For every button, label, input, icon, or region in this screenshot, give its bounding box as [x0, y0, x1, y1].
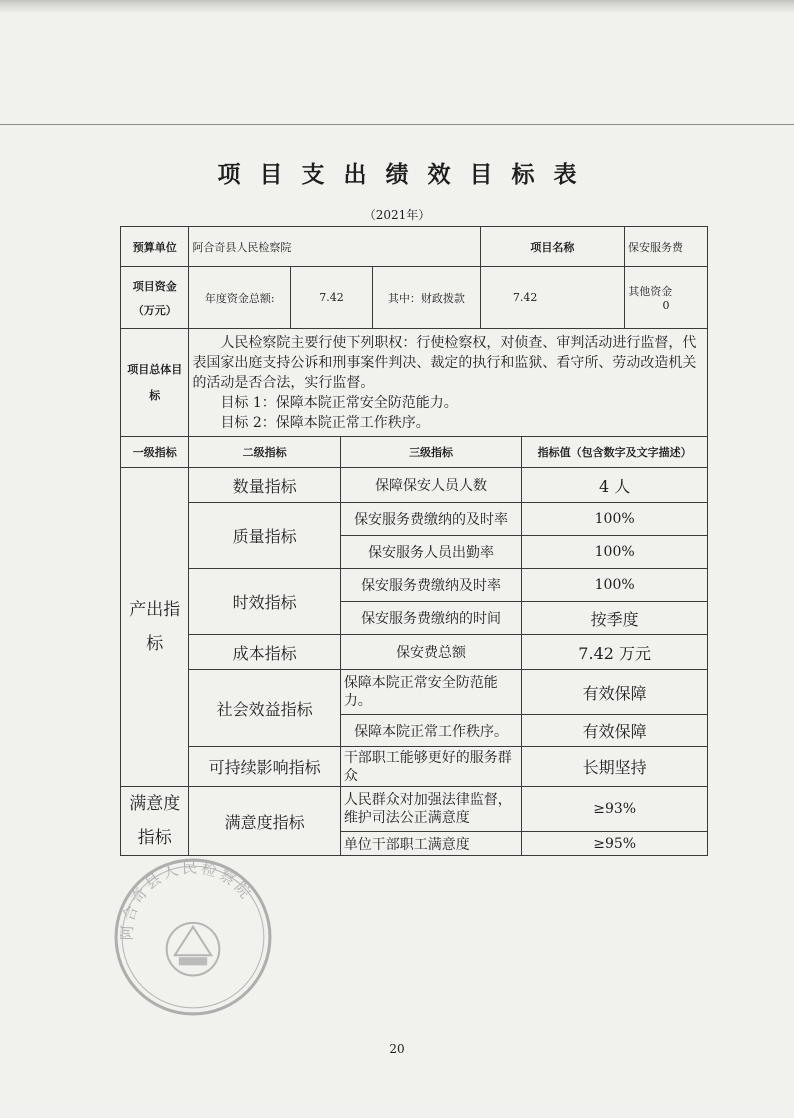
indicator-level3: 保安服务费缴纳的及时率 — [340, 503, 522, 536]
fiscal-label: 其中：财政拨款 — [372, 267, 480, 329]
header-row — [121, 227, 708, 267]
indicator-value: 100% — [522, 536, 708, 569]
project-name-value: 保安服务费 — [624, 227, 707, 267]
document-year: （2021年） — [363, 208, 431, 222]
indicator-level2: 数量指标 — [189, 468, 340, 503]
indicator-level3: 保安费总额 — [340, 635, 522, 670]
indicator-level3: 保障本院正常工作秩序。 — [340, 715, 522, 747]
indicator-value: 按季度 — [522, 602, 708, 635]
official-seal-stamp — [112, 856, 274, 1018]
indicator-value: ≥95% — [522, 832, 708, 856]
column-header-row — [121, 437, 708, 468]
indicator-value: 100% — [522, 503, 708, 536]
indicator-level2: 可持续影响指标 — [189, 747, 340, 787]
table-row — [121, 503, 708, 536]
indicator-value: 7.42 万元 — [522, 635, 708, 670]
level2-header: 二级指标 — [189, 437, 340, 468]
overall-goal-text: 人民检察院主要行使下列职权：行使检察权，对侦查、审判活动进行监督，代表国家出庭支持公诉和刑事案件判决、裁定的执行和监狱、看守所、劳动改造机关的活动是否合法，实行监督。 — [192, 334, 697, 391]
annual-total-value: 7.42 — [291, 267, 373, 329]
page-number: 20 — [389, 1042, 405, 1056]
table-row — [121, 747, 708, 787]
indicator-level3: 保安服务费缴纳的时间 — [340, 602, 522, 635]
other-funds-cell — [624, 267, 707, 329]
indicator-level2: 时效指标 — [189, 569, 340, 635]
budget-unit-label: 预算单位 — [121, 227, 189, 267]
table-row — [121, 635, 708, 670]
indicator-value: 长期坚持 — [522, 747, 708, 787]
indicator-level3: 保安服务费缴纳及时率 — [340, 569, 522, 602]
indicator-value: 4 人 — [522, 468, 708, 503]
overall-goal-label: 项目总体目标 — [121, 329, 189, 437]
other-funds-label: 其他资金 — [628, 285, 673, 298]
overall-goal-row — [121, 329, 708, 437]
output-indicator-group: 产出指标 — [121, 468, 189, 787]
level1-header: 一级指标 — [121, 437, 189, 468]
indicator-level2: 满意度指标 — [189, 787, 340, 856]
indicator-level3: 人民群众对加强法律监督，维护司法公正满意度 — [340, 787, 522, 832]
indicator-value: ≥93% — [522, 787, 708, 832]
table-row — [121, 787, 708, 832]
scan-line — [0, 124, 794, 125]
level3-header: 三级指标 — [340, 437, 522, 468]
indicator-level3: 保障保安人员人数 — [340, 468, 522, 503]
indicator-level2: 质量指标 — [189, 503, 340, 569]
indicator-level2: 成本指标 — [189, 635, 340, 670]
indicator-level3: 干部职工能够更好的服务群众 — [340, 747, 522, 787]
funds-label — [121, 267, 189, 329]
scan-edge — [0, 0, 794, 14]
project-name-label: 项目名称 — [480, 227, 624, 267]
funds-label-line1: 项目资金 — [132, 279, 177, 293]
svg-text:阿合奇县人民检察院: 阿合奇县人民检察院 — [117, 858, 257, 941]
indicator-level3: 保障本院正常安全防范能力。 — [340, 670, 522, 715]
goal-2: 目标 2：保障本院正常工作秩序。 — [220, 414, 430, 431]
table-row — [121, 468, 708, 503]
document-title: 项目支出绩效目标表 — [217, 161, 596, 188]
goal-1: 目标 1：保障本院正常安全防范能力。 — [220, 394, 458, 411]
indicator-value: 100% — [522, 569, 708, 602]
funds-label-line2: （万元） — [132, 303, 177, 317]
indicator-level3: 保安服务人员出勤率 — [340, 536, 522, 569]
table-row — [121, 670, 708, 715]
budget-unit-value: 阿合奇县人民检察院 — [189, 227, 480, 267]
indicator-value: 有效保障 — [522, 670, 708, 715]
value-header: 指标值（包含数字及文字描述） — [522, 437, 708, 468]
indicator-value: 有效保障 — [522, 715, 708, 747]
funds-row — [121, 267, 708, 329]
other-funds-value: 0 — [662, 299, 670, 312]
annual-total-label: 年度资金总额: — [189, 267, 291, 329]
indicator-level3: 单位干部职工满意度 — [340, 832, 522, 856]
performance-table — [120, 226, 708, 856]
overall-goal-content — [189, 329, 708, 437]
indicator-level2: 社会效益指标 — [189, 670, 340, 747]
table-row — [121, 569, 708, 602]
fiscal-value: 7.42 — [480, 267, 624, 329]
satisfaction-indicator-group: 满意度指标 — [121, 787, 189, 856]
